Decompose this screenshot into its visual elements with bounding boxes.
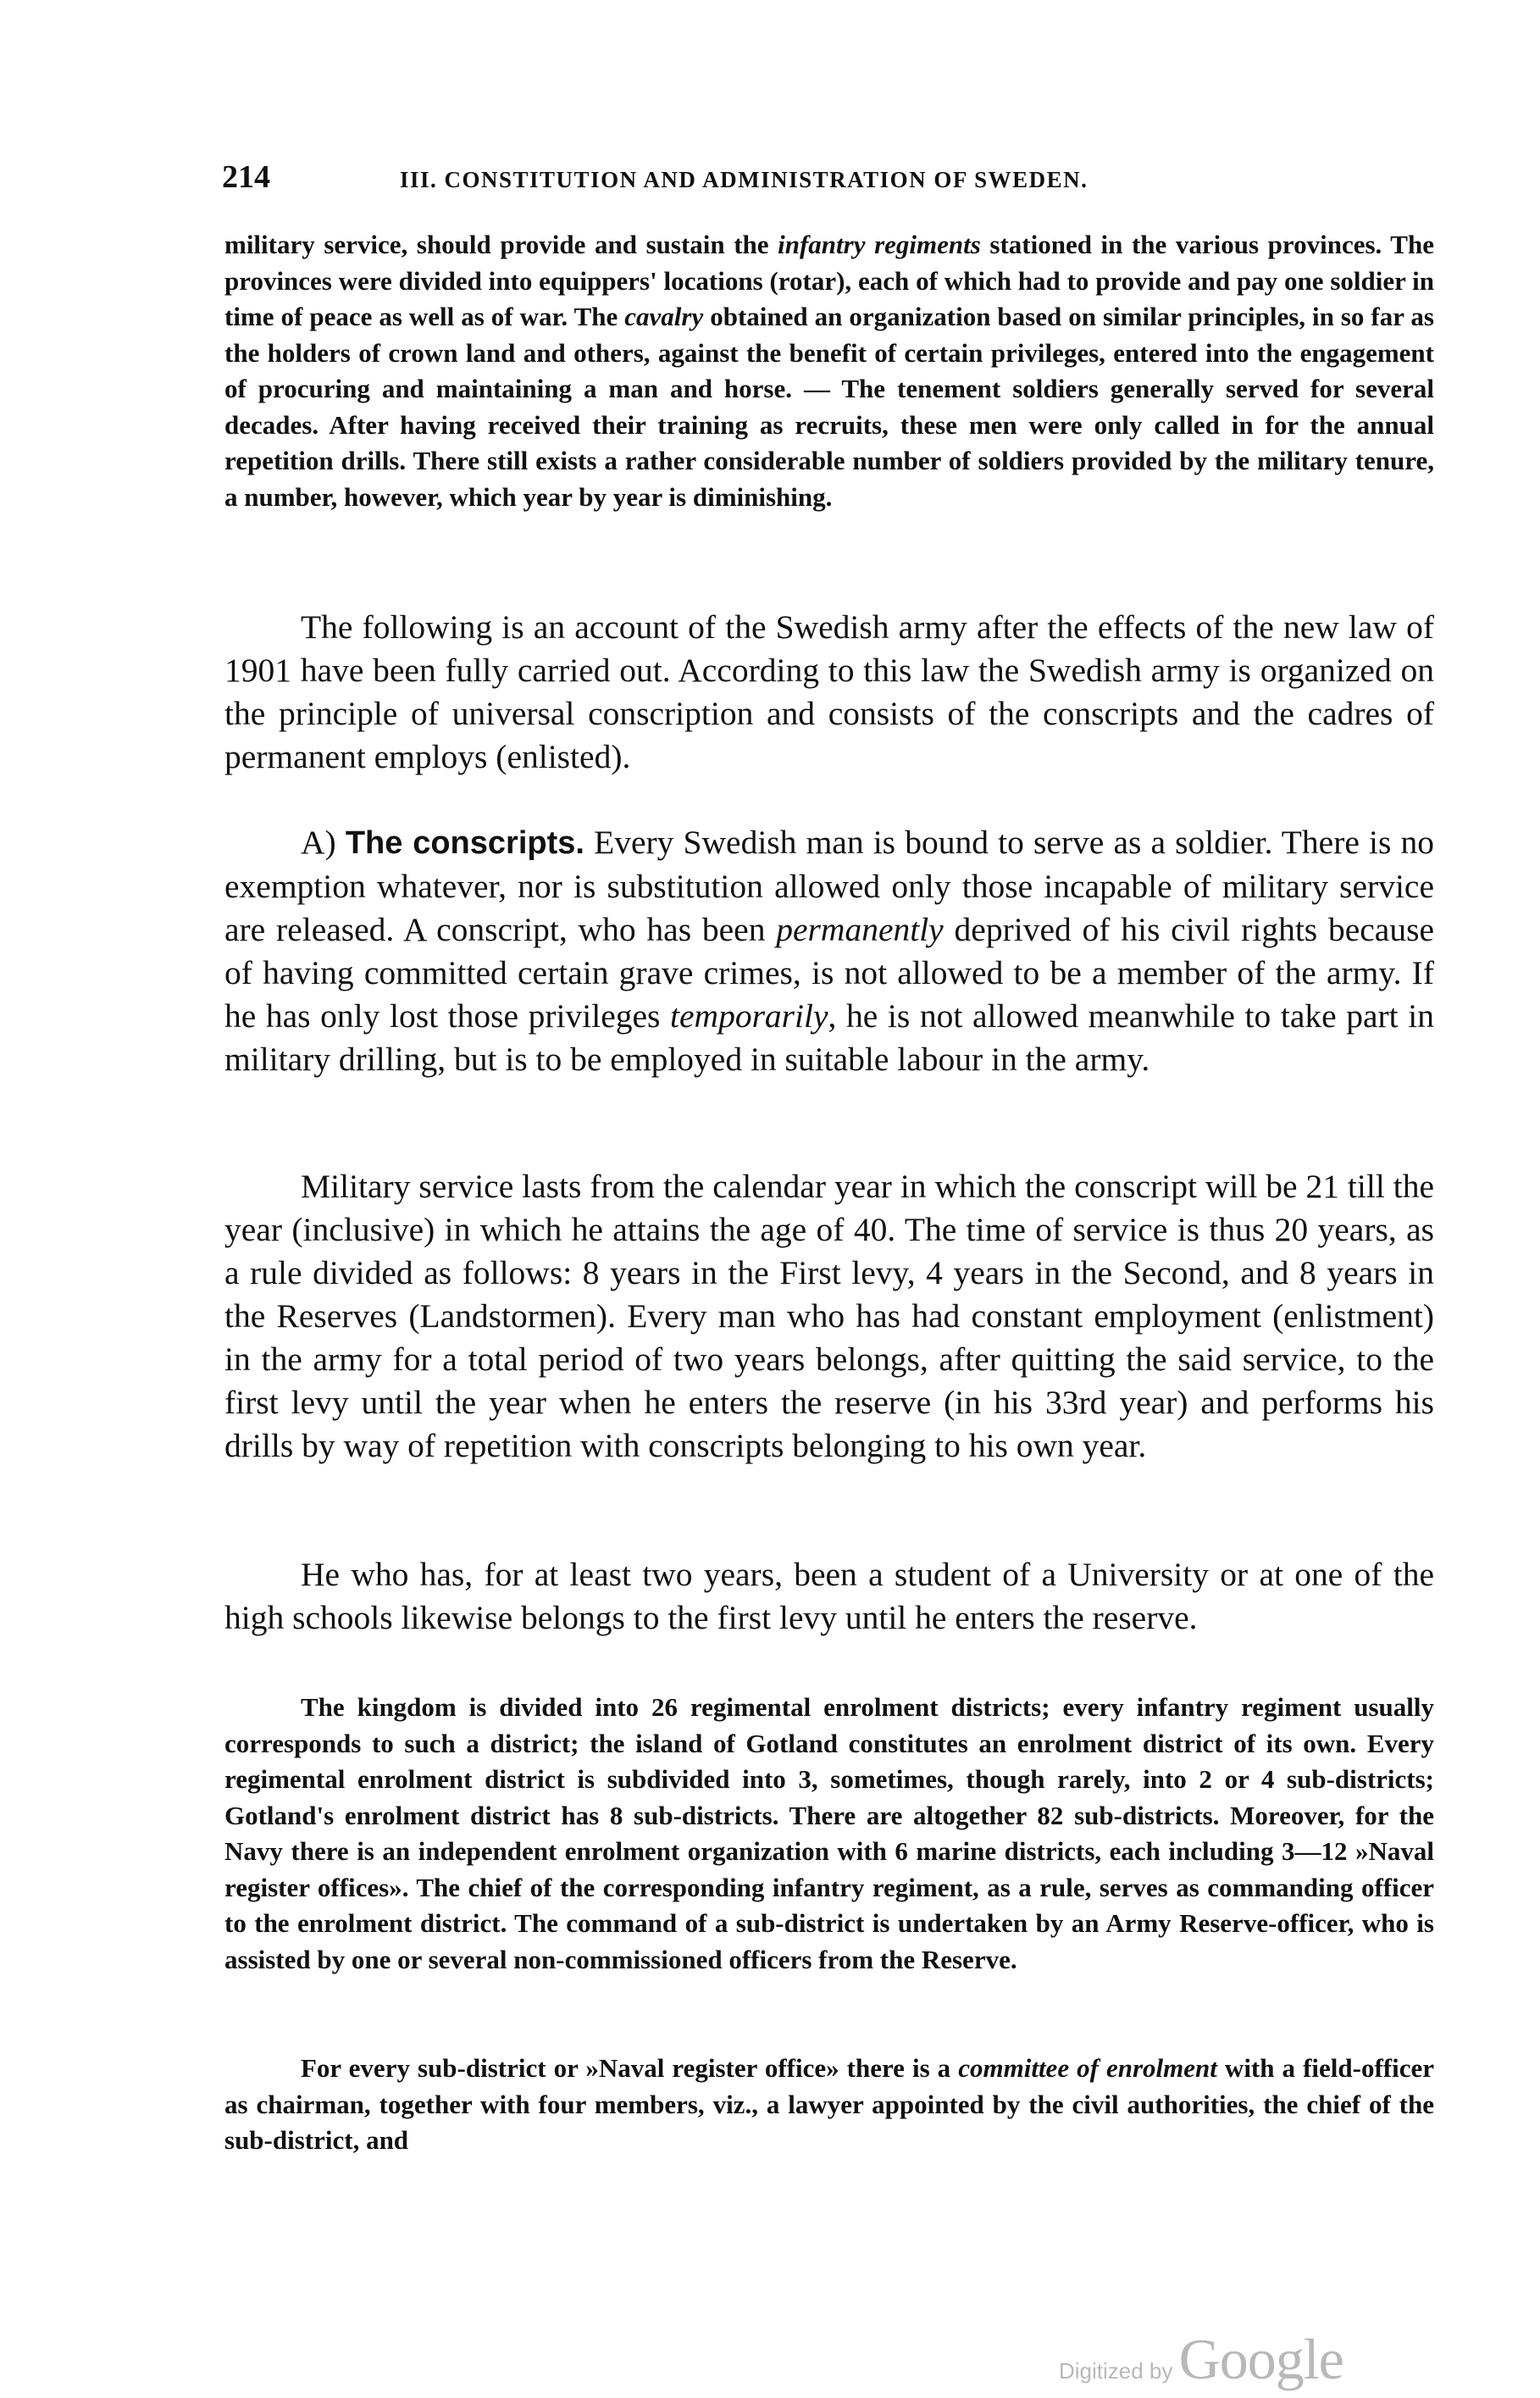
paragraph-conscripts xyxy=(224,821,1434,1081)
google-logo: Google xyxy=(1178,2327,1343,2391)
paragraph-committee-of-enrolment xyxy=(224,2051,1434,2159)
paragraph-text: For every sub-district or »Naval register office» there is a xyxy=(301,2053,959,2083)
section-heading-conscripts: The conscripts. xyxy=(345,825,584,861)
page-number: 214 xyxy=(222,159,270,195)
page-header xyxy=(222,158,1433,208)
paragraph-text: , he is not allowed meanwhile to take part in military drilling, but is to be employed in suitable labour in the army. xyxy=(224,997,1434,1078)
running-title: III. CONSTITUTION AND ADMINISTRATION OF SWEDEN. xyxy=(400,167,1089,192)
paragraph-text: Every Swedish man is bound to serve as a soldier. There is no exemption whatever, nor is substitution allowed only those incapable of military service are released. A conscript, who has been xyxy=(224,824,1435,948)
emphasis-infantry-regiments: infantry regiments xyxy=(778,230,981,259)
paragraph-university-students: He who has, for at least two years, been a student of a University or at one of the high schools likewise belongs to the first levy until he enters the reserve. xyxy=(224,1556,1434,1636)
paragraph-text: stationed in the various provinces. The provinces were divided into equippers' locations (rotar), each of which had to provide and pay one soldier in time of peace as well as of war. The xyxy=(224,230,1434,331)
paragraph-text: with a field-officer as chairman, together with four members, viz., a lawyer appointed by the civil authorities, the chief of the sub-district, and xyxy=(224,2053,1434,2155)
digitized-by-watermark xyxy=(1059,2326,1343,2393)
paragraph-army-account: The following is an account of the Swedish army after the effects of the new law of 1901 have been fully carried out. According to this law the Swedish army is organized on the principle of universal conscription and consists of the conscripts and the cadres of permanent employs (enlisted). xyxy=(224,608,1434,775)
emphasis-permanently: permanently xyxy=(776,911,944,948)
paragraph-military-service: Military service lasts from the calendar year in which the conscript will be 21 till the year (inclusive) in which he attains the age of 40. The time of service is thus 20 years, as a rule divided as follows: 8 years in the First levy, 4 years in the Second, and 8 years in the Reserves (Landstormen). Every man who has had constant employment (enlistment) in the army for a total period of two years belongs, after quitting the said service, to the first levy until the year when he enters the reserve (in his 33rd year) and performs his drills by way of repetition with conscripts belonging to his own year. xyxy=(224,1168,1434,1464)
paragraph-text: military service, should provide and sustain the xyxy=(224,230,778,259)
digitized-by-text: Digitized by xyxy=(1059,2358,1179,2384)
section-label: A) xyxy=(301,824,346,861)
emphasis-committee-of-enrolment: committee of enrolment xyxy=(958,2053,1217,2083)
emphasis-temporarily: temporarily xyxy=(670,997,828,1035)
paragraph-text: obtained an organization based on similar principles, in so far as the holders of crown land and others, against the benefit of certain privileges, entered into the engagement of procuring and maintaining a man and horse. — The tenement soldiers generally served for several decades. After having received their training as recruits, these men were only called in for the annual repetition drills. There still exists a rather considerable number of soldiers provided by the military tenure, a number, however, which year by year is diminishing. xyxy=(224,302,1434,512)
emphasis-cavalry: cavalry xyxy=(624,302,704,331)
paragraph-military-tenure xyxy=(224,227,1434,515)
paragraph-enrolment-districts: The kingdom is divided into 26 regimental enrolment districts; every infantry regiment usually corresponds to such a district; the island of Gotland constitutes an enrolment district of its own. Every regimental enrolment district is subdivided into 3, sometimes, though rarely, into 2 or 4 sub-districts; Gotland's enrolment district has 8 sub-districts. There are altogether 82 sub-districts. Moreover, for the Navy there is an independent enrolment organization with 6 marine districts, each including 3—12 »Naval register offices». The chief of the corresponding infantry regiment, as a rule, serves as commanding officer to the enrolment district. The command of a sub-district is undertaken by an Army Reserve-officer, who is assisted by one or several non-commissioned officers from the Reserve. xyxy=(224,1692,1434,1974)
paragraph-text: deprived of his civil rights because of having committed certain grave crimes, is not allowed to be a member of the army. If he has only lost those privileges xyxy=(224,911,1434,1035)
